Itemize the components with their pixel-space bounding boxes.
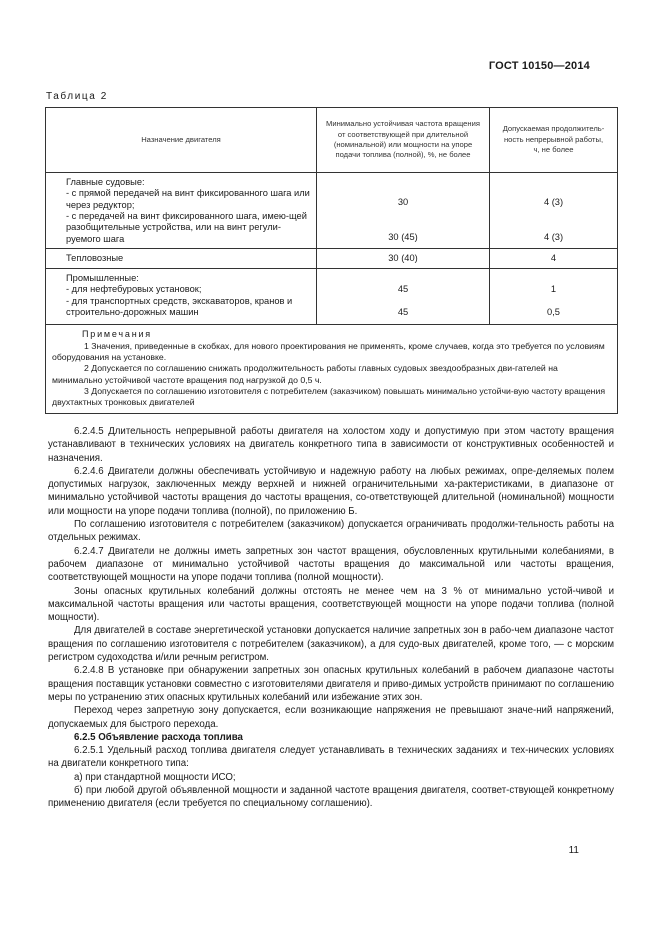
paragraph: а) при стандартной мощности ИСО;	[74, 771, 236, 783]
table-row	[46, 173, 618, 249]
paragraph: Для двигателей в составе энергетической установки допускается наличие запретных зон в рабо-чем диапазоне частот вращения по соглашению изготовителя с потребителем (заказчиком), а для судо-вых двигателей, кроме того, — с морским регистром судоходства и/или речным регистром.	[48, 625, 614, 664]
col-header-duration: Допускаемая продолжитель-ность непрерывной работы, ч, не более	[490, 108, 618, 173]
table-header-row	[46, 108, 618, 173]
document-code: ГОСТ 10150—2014	[488, 60, 590, 72]
table-notes-row	[46, 325, 618, 414]
table-row	[46, 269, 618, 325]
row-duration-cell: 1 0,5	[490, 269, 618, 325]
body-text	[48, 425, 614, 811]
note-item: 2 Допускается по соглашению снижать продолжительность работы главных судовых звездообразных дви-гателей на минимально устойчивой частоте вращения под нагрузкой до 0,5 ч.	[52, 363, 558, 385]
notes-title: Примечания	[82, 329, 152, 339]
row-purpose-cell: Главные судовые: - с прямой передачей на винт фиксированного шага или через редуктор; - с передачей на винт фиксированного шага, имею-щей разобщительные устройства, или на винт регули-руемого шага	[46, 173, 317, 249]
col-header-min-speed: Минимально устойчивая частота вращения от соответствующей при длительной (номинальной) или мощности на упоре подачи топлива (полной), %, не более	[317, 108, 490, 173]
row-min-speed-cell: 30 30 (45)	[317, 173, 490, 249]
paragraph: б) при любой другой объявленной мощности и заданной частоте вращения двигателя, соответ-ствующей конкретному применению двигателя (если требуется по специальному соглашению).	[48, 785, 614, 810]
row-min-speed-cell: 30 (40)	[317, 249, 490, 269]
row-duration-cell: 4	[490, 249, 618, 269]
section-heading: 6.2.5 Объявление расхода топлива	[74, 731, 243, 743]
paragraph: Переход через запретную зону допускается, если возникающие напряжения не превышают значе-ний напряжений, допускаемых для быстрого перехода.	[48, 705, 614, 730]
row-min-speed-cell: 45 45	[317, 269, 490, 325]
table-row	[46, 249, 618, 269]
paragraph: 6.2.5.1 Удельный расход топлива двигателя следует устанавливать в технических заданиях и тех-нических условиях на двигатели конкретного типа:	[48, 745, 614, 770]
table-notes	[46, 325, 618, 414]
paragraph: 6.2.4.8 В установке при обнаружении запретных зон опасных крутильных колебаний в рабочем диапазоне частоты вращения поставщик установки совместно с изготовителями двигателя и приво-димых устройств принимают по соглашению меры по устранению этих опасных крутильных колебаний или избежание этих зон.	[48, 665, 614, 703]
note-item: 3 Допускается по соглашению изготовителя с потребителем (заказчиком) повышать минимально устойчи-вую частоту вращения двухтактных тронковых двигателей	[52, 385, 606, 408]
row-duration-cell: 4 (3) 4 (3)	[490, 173, 618, 249]
row-purpose-cell: Тепловозные	[46, 249, 317, 269]
engine-speed-table	[45, 107, 618, 414]
row-purpose-cell: Промышленные: - для нефтебуровых установок; - для транспортных средств, экскаваторов, кранов и строительно-дорожных машин	[46, 269, 317, 325]
paragraph: 6.2.4.6 Двигатели должны обеспечивать устойчивую и надежную работу на любых режимах, опре-деляемых полем допустимых нагрузок, заключенных между верхней и нижней ограничительными ха-рактеристиками, в диапазоне от минимально устойчивой частоты вращения до частоты вращения, со-ответствующей длительной (номинальной) мощности или мощности на упоре подачи топлива (полной), по приложению Б.	[48, 465, 614, 517]
paragraph: 6.2.4.7 Двигатели не должны иметь запретных зон частот вращения, обусловленных крутильными колебаниями, в рабочем диапазоне от минимально устойчивой частоты вращения до максимальной или частоты вращения, соответствующей мощности на упоре подачи топлива (полной мощности).	[48, 545, 614, 584]
paragraph: По соглашению изготовителя с потребителем (заказчиком) допускается ограничивать продолжи-тельность работы на отдельных режимах.	[48, 519, 614, 544]
table-caption: Таблица 2	[46, 91, 108, 102]
note-item: 1 Значения, приведенные в скобках, для нового проектирования не применять, кроме случаев, когда это требуется по условиям оборудования на установке.	[52, 340, 605, 362]
paragraph: Зоны опасных крутильных колебаний должны отстоять не менее чем на 3 % от минимально устой-чивой и максимальной частоты вращения или частоты вращения, соответствующей мощности на упоре подачи топлива (полной мощности).	[48, 585, 614, 624]
paragraph: 6.2.4.5 Длительность непрерывной работы двигателя на холостом ходу и допустимую при этом частоту вращения устанавливают в технических условиях на двигатель конкретного типа в зависимости от конструктивных особенностей и назначения.	[48, 426, 614, 464]
page-number: 11	[568, 845, 579, 856]
col-header-purpose: Назначение двигателя	[46, 108, 317, 173]
